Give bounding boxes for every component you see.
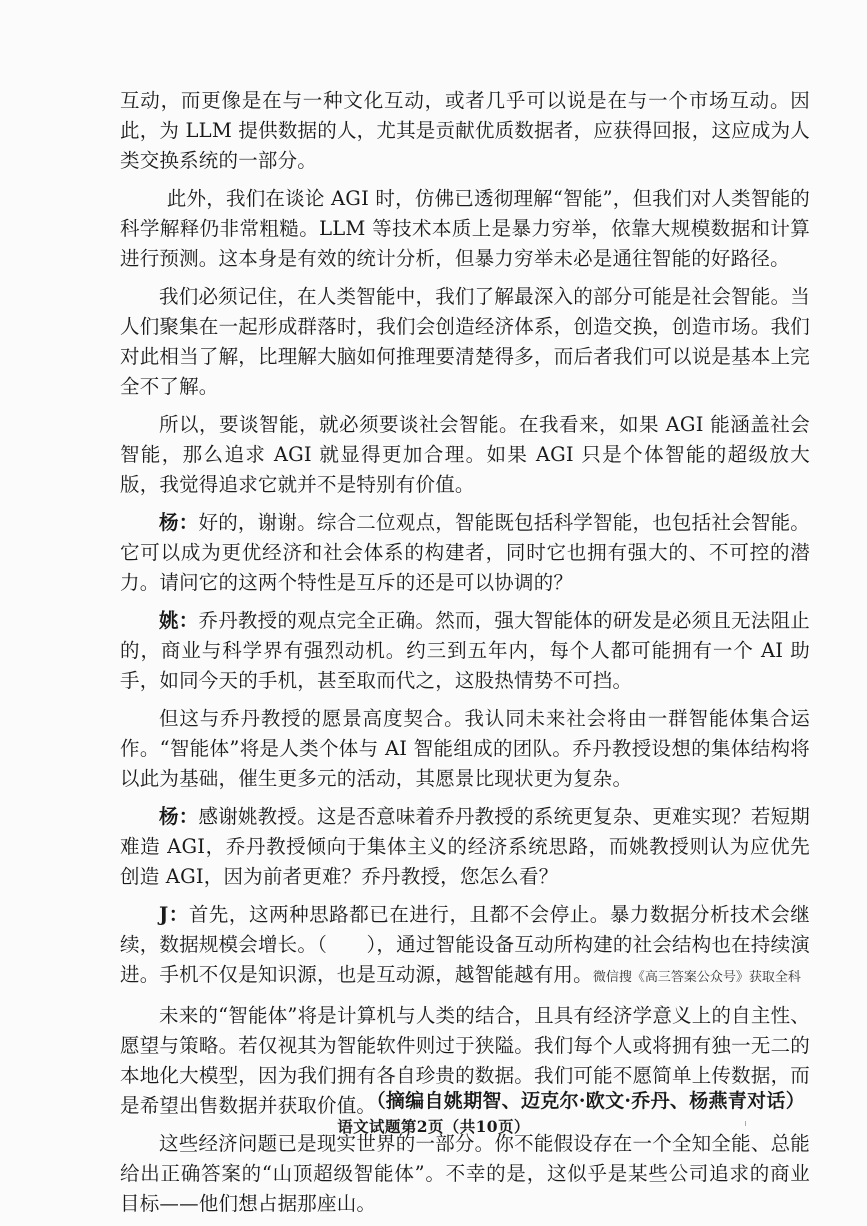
paragraph-text: 感谢姚教授。这是否意味着乔丹教授的系统更复杂、更难实现？若短期难造 AGI，乔丹教授倾向于集体主义的经济系统思路，而姚教授则认为应优先创造 AGI，因为前者更难？乔丹教授，您怎么看？ [120,805,811,888]
paragraph-text: 互动，而更像是在与一种文化互动，或者几乎可以说是在与一个市场互动。因此，为 LLM 提供数据的人，尤其是贡献优质数据者，应获得回报，这应成为人类交换系统的一部分。 [120,89,810,172]
speaker-label: 姚： [159,609,199,632]
paragraph [120,704,810,794]
paragraph [120,184,810,274]
scan-speck [745,1121,746,1126]
source-attribution: （摘编自姚期智、迈克尔·欧文·乔丹、杨燕青对话） [366,1090,805,1112]
paragraph [120,86,810,176]
paragraph-text: 这些经济问题已是现实世界的一部分。你不能假设存在一个全知全能、总能给出正确答案的“山顶超级智能体”。不幸的是，这似乎是某些公司追求的商业目标——他们想占据那座山。 [120,1132,810,1215]
paragraph [120,410,810,500]
paragraph [120,282,810,402]
paragraph-text: 此外，我们在谈论 AGI 时，仿佛已透彻理解“智能”，但我们对人类智能的科学解释仍非常粗糙。LLM 等技术本质上是暴力穷举，依靠大规模数据和计算进行预测。这本身是有效的统计分析，但暴力穷举未必是通往智能的好路径。 [120,187,810,270]
paragraph-text: 我们必须记住，在人类智能中，我们了解最深入的部分可能是社会智能。当人们聚集在一起形成群落时，我们会创造经济体系，创造交换，创造市场。我们对此相当了解，比理解大脑如何推理要清楚得多，而后者我们可以说是基本上完全不了解。 [120,285,810,398]
speaker-label: 杨： [159,511,199,534]
article-body [120,86,810,1219]
paragraph-text: 所以，要谈智能，就必须要谈社会智能。在我看来，如果 AGI 能涵盖社会智能，那么追求 AGI 就显得更加合理。如果 AGI 只是个体智能的超级放大版，我觉得追求它就并不是特别有价值。 [120,413,810,496]
speaker-label: J： [159,903,189,926]
paragraph-text: 未来的“智能体”将是计算机与人类的结合，且具有经济学意义上的自主性、愿望与策略。若仅视其为智能软件则过于狭隘。我们每个人或将拥有独一无二的本地化大模型，因为我们拥有各自珍贵的数据。我们可能不愿简单上传数据，而是希望出售数据并获取价值。 [120,1004,810,1117]
paragraph [120,1129,810,1219]
dialogue-paragraph [120,606,810,696]
paragraph-text: 但这与乔丹教授的愿景高度契合。我认同未来社会将由一群智能体集合运作。“智能体”将是人类个体与 AI 智能组成的团队。乔丹教授设想的集体结构将以此为基础，催生更多元的活动，其愿景比现状更为复杂。 [120,707,810,790]
paragraph-text: 首先，这两种思路都已在进行，且都不会停止。暴力数据分析技术会继续，数据规模会增长。（ ），通过智能设备互动所构建的社会结构也在持续演进。手机不仅是知识源，也是互动源，越智能越有用。 [120,903,810,986]
page-footer: 语文试题第2页（共10页） [337,1117,530,1136]
dialogue-paragraph [120,900,810,993]
dialogue-paragraph [120,508,810,598]
speaker-label: 杨： [159,805,199,828]
paragraph-text: 乔丹教授的观点完全正确。然而，强大智能体的研发是必须且无法阻止的，商业与科学界有强烈动机。约三到五年内，每个人都可能拥有一个 AI 助手，如同今天的手机，甚至取而代之，这股热情势不可挡。 [120,609,811,692]
dialogue-paragraph [120,802,810,892]
watermark-note: 微信搜《高三答案公众号》获取全科 [592,970,801,985]
paragraph-text: 好的，谢谢。综合二位观点，智能既包括科学智能，也包括社会智能。它可以成为更优经济和社会体系的构建者，同时它也拥有强大的、不可控的潜力。请问它的这两个特性是互斥的还是可以协调的？ [120,511,811,594]
